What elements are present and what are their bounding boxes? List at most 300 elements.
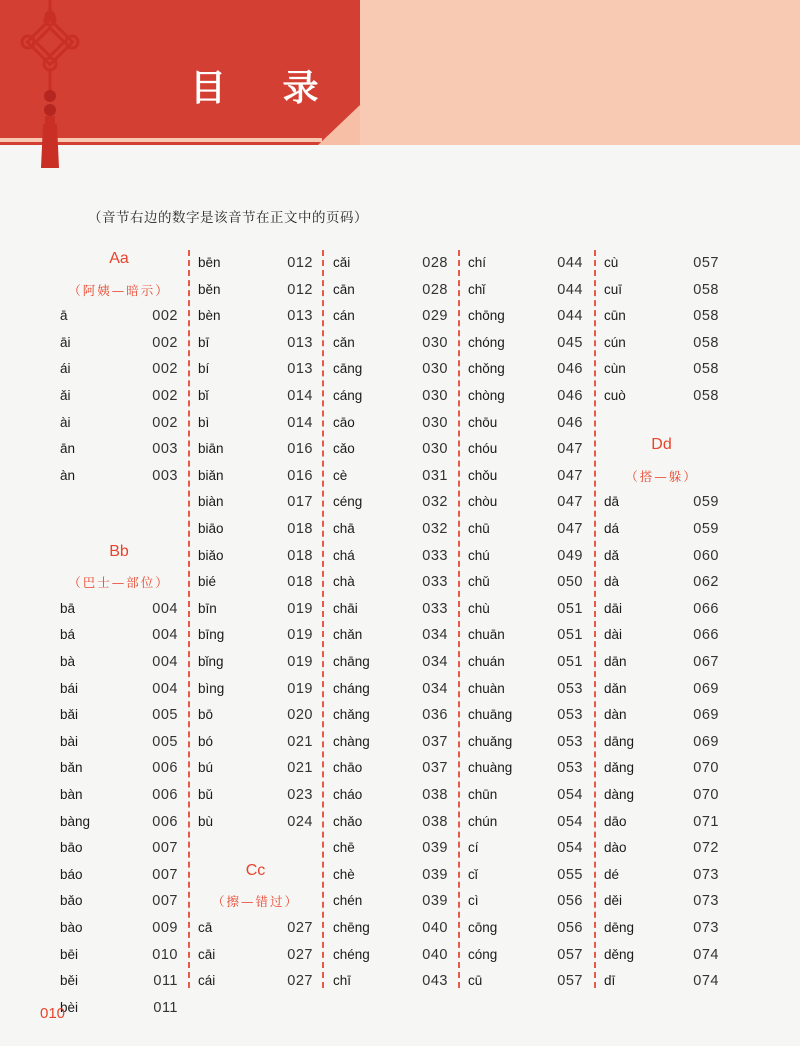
page-ref: 019 xyxy=(287,654,313,670)
page-ref: 058 xyxy=(693,308,719,325)
page-ref: 010 xyxy=(152,946,178,963)
syllable: bèi xyxy=(60,999,79,1015)
index-entry xyxy=(604,862,719,888)
syllable: bǐ xyxy=(198,388,209,403)
syllable: bēn xyxy=(198,255,221,270)
page-ref: 007 xyxy=(152,893,178,910)
syllable: cāo xyxy=(333,414,355,430)
syllable: bì xyxy=(198,414,210,430)
page-ref: 032 xyxy=(422,494,448,511)
syllable: chǐ xyxy=(468,281,486,297)
page-ref: 066 xyxy=(693,600,719,617)
page-ref: 069 xyxy=(693,707,719,724)
index-entry xyxy=(198,755,313,781)
column-divider xyxy=(188,250,190,988)
index-entry xyxy=(60,915,178,941)
index-entry xyxy=(604,942,719,968)
page-ref: 027 xyxy=(287,973,313,990)
page-ref: 002 xyxy=(152,334,178,351)
letter-range: （擦—错过） xyxy=(211,894,299,910)
page-ref: 002 xyxy=(152,361,178,378)
syllable: dào xyxy=(604,840,627,856)
index-entry xyxy=(198,729,313,755)
page-ref: 045 xyxy=(557,334,583,351)
page-ref: 058 xyxy=(693,334,719,351)
syllable: chén xyxy=(333,893,363,909)
syllable: chuàn xyxy=(468,680,505,696)
index-entry xyxy=(198,277,313,303)
index-entry xyxy=(333,516,448,542)
index-entry xyxy=(333,489,448,515)
page-ref: 028 xyxy=(422,255,448,271)
page-ref: 055 xyxy=(557,866,583,883)
index-entry xyxy=(333,809,448,835)
index-entry xyxy=(60,649,178,675)
syllable: cǎo xyxy=(333,441,355,457)
page-ref: 014 xyxy=(287,388,313,404)
syllable: bàng xyxy=(60,813,91,829)
index-entry xyxy=(60,968,178,994)
syllable: cùn xyxy=(604,361,626,377)
page-ref: 034 xyxy=(422,627,448,644)
index-entry xyxy=(198,702,313,728)
page-ref: 011 xyxy=(153,973,178,990)
index-entry xyxy=(604,330,719,356)
syllable: ān xyxy=(60,441,76,457)
page-ref: 030 xyxy=(422,334,448,351)
index-entry xyxy=(198,250,313,276)
syllable: cù xyxy=(604,255,619,270)
syllable: chà xyxy=(333,574,355,590)
page-ref: 030 xyxy=(422,441,448,458)
index-entry xyxy=(60,942,178,968)
page-ref: 047 xyxy=(557,494,583,511)
page-ref: 046 xyxy=(557,414,583,431)
index-entry xyxy=(333,622,448,648)
page-ref: 004 xyxy=(152,627,178,644)
syllable: ā xyxy=(60,308,68,324)
syllable: chóng xyxy=(468,334,505,350)
page-ref: 030 xyxy=(422,361,448,378)
index-entry xyxy=(468,303,583,329)
index-entry xyxy=(333,383,448,409)
index-entry xyxy=(604,250,719,276)
syllable: àn xyxy=(60,467,76,483)
index-entry xyxy=(333,356,448,382)
page-ref: 033 xyxy=(422,574,448,591)
page-ref: 018 xyxy=(287,547,313,564)
index-entry xyxy=(198,463,313,489)
syllable: bá xyxy=(60,627,76,643)
index-entry xyxy=(333,702,448,728)
syllable: biàn xyxy=(198,494,224,510)
syllable: dān xyxy=(604,654,627,669)
index-entry xyxy=(604,968,719,994)
page-ref: 069 xyxy=(693,680,719,697)
index-entry xyxy=(333,729,448,755)
page-ref: 047 xyxy=(557,467,583,484)
syllable: chǎn xyxy=(333,627,363,643)
syllable: chòu xyxy=(468,494,498,510)
index-entry xyxy=(60,809,178,835)
index-entry xyxy=(333,915,448,941)
syllable: bǐng xyxy=(198,654,224,669)
index-entry xyxy=(198,809,313,835)
page-ref: 013 xyxy=(287,361,313,378)
syllable: chǒng xyxy=(468,361,505,377)
page-ref: 027 xyxy=(287,920,313,936)
page-ref: 006 xyxy=(152,760,178,777)
index-entry xyxy=(198,303,313,329)
index-entry xyxy=(333,942,448,968)
syllable: bó xyxy=(198,733,214,749)
page-ref: 046 xyxy=(557,388,583,404)
page-ref: 033 xyxy=(422,600,448,617)
syllable: cán xyxy=(333,308,355,324)
page-ref: 006 xyxy=(152,787,178,803)
page-ref: 073 xyxy=(693,920,719,936)
index-entry xyxy=(333,250,448,276)
syllable: biǎo xyxy=(198,547,224,563)
page-ref: 002 xyxy=(152,388,178,404)
syllable: bàn xyxy=(60,787,83,802)
syllable: chè xyxy=(333,866,355,882)
syllable: ái xyxy=(60,361,71,377)
syllable: bēi xyxy=(60,946,79,962)
page-ref: 003 xyxy=(152,441,178,458)
index-entry xyxy=(468,596,583,622)
index-entry xyxy=(333,782,448,808)
page-ref: 013 xyxy=(287,308,313,325)
syllable: děng xyxy=(604,946,635,962)
index-entry xyxy=(333,410,448,436)
column-divider xyxy=(458,250,460,988)
page-ref: 057 xyxy=(557,973,583,990)
page-ref: 060 xyxy=(693,547,719,564)
index-entry xyxy=(60,383,178,409)
syllable: báo xyxy=(60,866,83,882)
syllable: bǔ xyxy=(198,787,214,802)
page-ref: 014 xyxy=(287,414,313,431)
letter-heading: Cc xyxy=(245,861,266,879)
page-ref: 004 xyxy=(152,600,178,617)
page-ref: 039 xyxy=(422,840,448,857)
syllable: cuī xyxy=(604,281,623,297)
syllable: cū xyxy=(468,973,483,989)
index-entry xyxy=(198,782,313,808)
page-ref: 039 xyxy=(422,893,448,910)
page-ref: 070 xyxy=(693,787,719,803)
index-entry xyxy=(198,436,313,462)
index-entry xyxy=(468,915,583,941)
page-ref: 051 xyxy=(557,654,583,670)
page-ref: 056 xyxy=(557,893,583,910)
syllable: chuān xyxy=(468,627,505,643)
syllable: cāi xyxy=(198,946,216,962)
index-entry xyxy=(468,356,583,382)
page-ref: 012 xyxy=(287,255,313,271)
index-entry xyxy=(60,862,178,888)
syllable: bí xyxy=(198,361,210,377)
page-ref: 030 xyxy=(422,388,448,404)
page-ref: 053 xyxy=(557,733,583,750)
index-entry xyxy=(468,463,583,489)
index-entry xyxy=(60,303,178,329)
index-entry xyxy=(333,436,448,462)
index-entry xyxy=(60,330,178,356)
index-entry xyxy=(60,596,178,622)
index-entry xyxy=(604,729,719,755)
index-entry xyxy=(604,622,719,648)
page-ref: 057 xyxy=(557,946,583,963)
index-entry xyxy=(60,755,178,781)
index-entry xyxy=(60,702,178,728)
letter-heading: Aa xyxy=(109,250,129,267)
syllable: bèn xyxy=(198,308,221,324)
index-entry xyxy=(604,915,719,941)
page-ref: 002 xyxy=(152,414,178,431)
page-ref: 054 xyxy=(557,813,583,830)
page-ref: 038 xyxy=(422,813,448,830)
page-ref: 058 xyxy=(693,388,719,404)
syllable: bào xyxy=(60,920,83,935)
index-entry xyxy=(468,543,583,569)
index-entry xyxy=(468,755,583,781)
syllable: dàn xyxy=(604,707,627,723)
index-entry xyxy=(198,330,313,356)
page-ref: 037 xyxy=(422,733,448,750)
syllable: dài xyxy=(604,627,623,643)
page-ref: 043 xyxy=(422,973,448,990)
index-entry xyxy=(333,463,448,489)
page-ref: 053 xyxy=(557,760,583,777)
syllable: chāo xyxy=(333,760,363,776)
syllable: cāng xyxy=(333,361,363,377)
header-band-right xyxy=(360,0,800,145)
index-entry xyxy=(468,702,583,728)
syllable: dī xyxy=(604,973,616,989)
index-entry xyxy=(604,888,719,914)
index-entry xyxy=(468,809,583,835)
syllable: cōng xyxy=(468,920,498,935)
index-entry xyxy=(333,755,448,781)
syllable: cún xyxy=(604,334,626,350)
syllable: běn xyxy=(198,281,221,297)
index-entry xyxy=(198,942,313,968)
index-entry xyxy=(468,782,583,808)
index-entry xyxy=(468,330,583,356)
syllable: cháo xyxy=(333,787,363,802)
index-entry xyxy=(604,809,719,835)
page-ref: 047 xyxy=(557,441,583,458)
page-ref: 051 xyxy=(557,600,583,617)
index-entry xyxy=(60,622,178,648)
page-ref: 019 xyxy=(287,600,313,617)
syllable: cè xyxy=(333,467,348,483)
index-entry xyxy=(468,888,583,914)
page-ref: 002 xyxy=(152,308,178,325)
index-entry xyxy=(468,383,583,409)
page-ref: 059 xyxy=(693,521,719,537)
page-ref: 004 xyxy=(152,680,178,697)
syllable: cǐ xyxy=(468,866,478,882)
index-entry xyxy=(468,676,583,702)
index-entry xyxy=(468,622,583,648)
syllable: cā xyxy=(198,920,213,935)
index-entry xyxy=(60,995,178,1021)
index-entry xyxy=(468,516,583,542)
page-ref: 005 xyxy=(152,733,178,750)
page-ref: 067 xyxy=(693,654,719,670)
page-ref: 033 xyxy=(422,547,448,564)
index-entry xyxy=(333,569,448,595)
syllable: cǎi xyxy=(333,255,351,270)
syllable: bà xyxy=(60,654,76,669)
page-ref: 037 xyxy=(422,760,448,777)
index-entry xyxy=(468,250,583,276)
page-ref: 073 xyxy=(693,866,719,883)
syllable: cí xyxy=(468,840,479,856)
index-entry xyxy=(468,410,583,436)
page-ref: 028 xyxy=(422,281,448,298)
syllable: cháng xyxy=(333,680,370,696)
index-entry xyxy=(333,835,448,861)
index-note: （音节右边的数字是该音节在正文中的页码） xyxy=(88,210,368,226)
page-ref: 040 xyxy=(422,946,448,963)
page-ref: 072 xyxy=(693,840,719,857)
page-ref: 032 xyxy=(422,521,448,537)
syllable: chǒu xyxy=(468,467,498,483)
index-entry xyxy=(198,596,313,622)
page-ref: 011 xyxy=(153,999,178,1016)
index-entry xyxy=(198,622,313,648)
index-entry xyxy=(198,410,313,436)
syllable: cǎn xyxy=(333,334,355,350)
index-entry xyxy=(333,862,448,888)
index-entry xyxy=(604,356,719,382)
index-entry xyxy=(468,968,583,994)
syllable: bīng xyxy=(198,627,225,643)
page-ref: 074 xyxy=(693,973,719,990)
page-ref: 021 xyxy=(287,733,313,750)
syllable: cì xyxy=(468,893,479,909)
syllable: cáng xyxy=(333,388,363,403)
index-entry xyxy=(198,676,313,702)
index-entry xyxy=(604,702,719,728)
syllable: dàng xyxy=(604,787,635,802)
page-ref: 027 xyxy=(287,946,313,963)
page-title: 目 录 xyxy=(190,68,341,109)
index-entry xyxy=(333,676,448,702)
page-ref: 051 xyxy=(557,627,583,644)
syllable: chún xyxy=(468,813,498,829)
syllable: cūn xyxy=(604,308,626,324)
syllable: bìng xyxy=(198,680,225,696)
index-entry xyxy=(198,569,313,595)
page-ref: 024 xyxy=(287,813,313,830)
page-ref: 016 xyxy=(287,441,313,458)
syllable: chàng xyxy=(333,733,370,749)
letter-range: （巴士—部位） xyxy=(68,575,170,591)
syllable: dà xyxy=(604,574,620,590)
index-entry xyxy=(604,516,719,542)
index-entry xyxy=(604,489,719,515)
index-entry xyxy=(333,543,448,569)
index-entry xyxy=(468,729,583,755)
index-entry xyxy=(198,383,313,409)
syllable: cóng xyxy=(468,946,498,962)
column-divider xyxy=(322,250,324,988)
index-entry xyxy=(604,596,719,622)
page-ref: 044 xyxy=(557,308,583,325)
syllable: bī xyxy=(198,334,210,350)
syllable: dǎn xyxy=(604,680,627,696)
index-entry xyxy=(333,330,448,356)
page-ref: 034 xyxy=(422,680,448,697)
syllable: bǎo xyxy=(60,893,83,909)
syllable: biǎn xyxy=(198,467,224,483)
syllable: chóu xyxy=(468,441,498,457)
page-ref: 003 xyxy=(152,467,178,484)
syllable: bīn xyxy=(198,600,217,616)
page-ref: 074 xyxy=(693,946,719,963)
index-entry xyxy=(468,862,583,888)
page-ref: 034 xyxy=(422,654,448,670)
syllable: dāng xyxy=(604,733,635,749)
syllable: céng xyxy=(333,494,363,510)
page-ref: 073 xyxy=(693,893,719,910)
page-ref: 007 xyxy=(152,866,178,883)
page-ref: 018 xyxy=(287,574,313,591)
page-ref: 057 xyxy=(693,255,719,271)
syllable: chāng xyxy=(333,654,370,669)
page-ref: 018 xyxy=(287,521,313,537)
syllable: chē xyxy=(333,840,355,856)
index-entry xyxy=(333,277,448,303)
syllable: bā xyxy=(60,600,76,616)
page-ref: 054 xyxy=(557,787,583,803)
index-entry xyxy=(198,968,313,994)
syllable: dā xyxy=(604,494,620,510)
page-ref: 056 xyxy=(557,920,583,936)
page-ref: 006 xyxy=(152,813,178,830)
page-ref: 030 xyxy=(422,414,448,431)
page-number: 010 xyxy=(40,1005,66,1022)
index-entry xyxy=(60,436,178,462)
index-entry xyxy=(468,942,583,968)
index-entry xyxy=(468,569,583,595)
index-entry xyxy=(60,410,178,436)
syllable: chāi xyxy=(333,600,358,616)
syllable: cuò xyxy=(604,388,626,403)
index-entry xyxy=(333,649,448,675)
page-ref: 050 xyxy=(557,574,583,591)
syllable: chī xyxy=(333,973,352,989)
page-ref: 019 xyxy=(287,680,313,697)
syllable: cān xyxy=(333,281,355,297)
index-entry xyxy=(468,835,583,861)
syllable: biān xyxy=(198,441,224,457)
index-entry xyxy=(468,277,583,303)
index-entry xyxy=(333,888,448,914)
syllable: bái xyxy=(60,680,79,696)
index-entry xyxy=(604,782,719,808)
index-entry xyxy=(468,649,583,675)
syllable: chuàng xyxy=(468,760,513,776)
index-entry xyxy=(333,596,448,622)
syllable: bāo xyxy=(60,840,83,856)
syllable: bié xyxy=(198,574,217,590)
